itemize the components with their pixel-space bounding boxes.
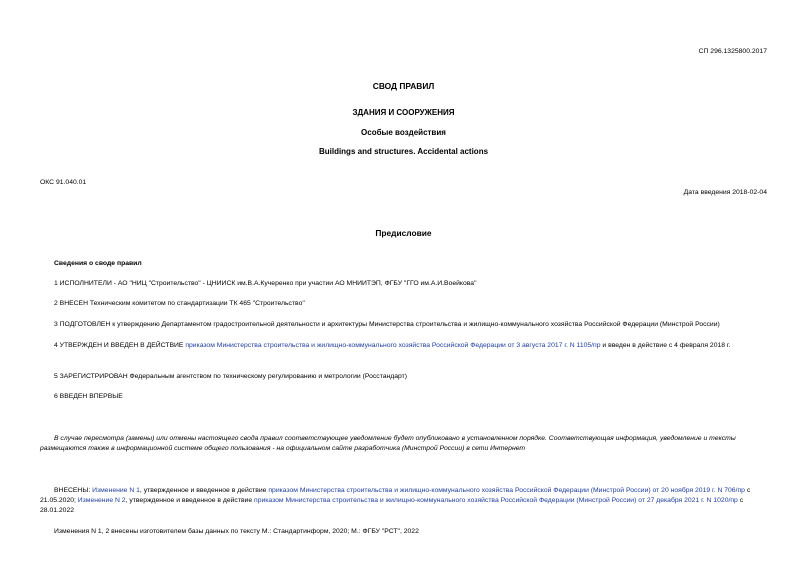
amendments-text-3: , утвержденное и введенное в действие — [125, 497, 255, 504]
document-subtitle-secondary: Особые воздействия — [361, 128, 446, 137]
amendments-text-1: , утвержденное и введенное в действие — [139, 487, 269, 494]
preface-item-6: 6 ВВЕДЕН ВПЕРВЫЕ — [54, 393, 123, 400]
preface-item-2: 2 ВНЕСЕН Техническим комитетом по стандартизации ТК 465 "Строительство" — [54, 300, 305, 307]
order-link-2021[interactable]: приказом Министерства строительства и жилищно-коммунального хозяйства Российской Федерации (Минстрой России) от 27 декабря 2021 г. N 1020/пр — [254, 497, 738, 504]
preface-item-1: 1 ИСПОЛНИТЕЛИ - АО "НИЦ "Строительство" - ЦНИИСК им.В.А.Кучеренко при участии АО МНИИТЭП, ФГБУ "ГГО им.А.И.Воейкова" — [54, 280, 477, 287]
preface-item-4-prefix: 4 УТВЕРЖДЕН И ВВЕДЕН В ДЕЙСТВИЕ — [54, 342, 186, 349]
document-code: СП 296.1325800.2017 — [698, 48, 767, 55]
amendments-text-2: с 21.05.2020; — [40, 487, 751, 504]
notice-paragraph: В случае пересмотра (замены) или отмены настоящего свода правил соответствующее уведомление будет опубликовано в установленном порядке. Соответствующая информация, уведомление и тексты размещаются также в информационной системе общего пользования - на официальном сайте разработчика (Минстрой России) в сети Интернет — [40, 435, 736, 452]
amendments-text-4: с 28.01.2022 — [40, 497, 744, 514]
amendment-1-link[interactable]: Изменение N 1 — [92, 487, 140, 494]
order-link-2019[interactable]: приказом Министерства строительства и жилищно-коммунального хозяйства Российской Федерации (Минстрой России) от 20 ноября 2019 г. N 706/пр — [268, 487, 745, 494]
preface-item-3: 3 ПОДГОТОВЛЕН к утверждению Департаментом градостроительной деятельности и архитектуры Министерства строительства и жилищно-коммунального хозяйства Российской Федерации (Минстрой России) — [54, 321, 720, 328]
oks-code: ОКС 91.040.01 — [40, 179, 87, 186]
preface-item-4-suffix: и введен в действие с 4 февраля 2018 г. — [600, 342, 731, 349]
order-link-2017[interactable]: приказом Министерства строительства и жилищно-коммунального хозяйства Российской Федерации от 3 августа 2017 г. N 1105/пр — [185, 342, 601, 349]
info-heading: Сведения о своде правил — [54, 260, 142, 267]
introduction-date: Дата введения 2018-02-04 — [683, 189, 767, 196]
document-title: СВОД ПРАВИЛ — [372, 81, 435, 91]
amendments-paragraph — [40, 486, 768, 516]
amendments-prefix: ВНЕСЕНЫ: — [54, 487, 93, 494]
preface-item-4 — [40, 341, 768, 351]
document-subtitle: ЗДАНИЯ И СООРУЖЕНИЯ — [352, 108, 455, 117]
preface-heading: Предисловие — [375, 228, 432, 238]
amendment-2-link[interactable]: Изменение N 2 — [77, 497, 126, 504]
document-title-english: Buildings and structures. Accidental actions — [318, 147, 489, 156]
changes-note: Изменения N 1, 2 внесены изготовителем базы данных по тексту М.: Стандартинформ, 2020; М.: ФГБУ "РСТ", 2022 — [54, 528, 419, 535]
preface-item-5: 5 ЗАРЕГИСТРИРОВАН Федеральным агентством по техническому регулированию и метрологии (Росстандарт) — [54, 373, 408, 380]
